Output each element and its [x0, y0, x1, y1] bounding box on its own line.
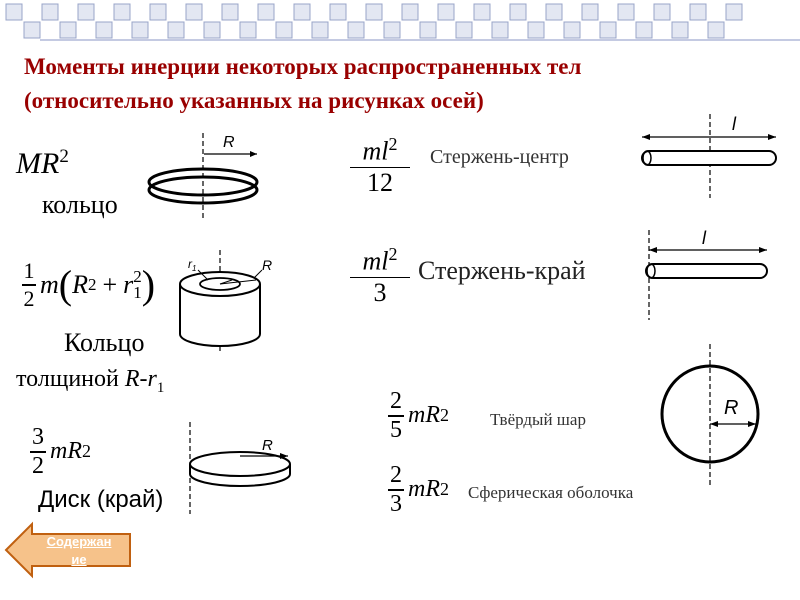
thick-ring-m: m — [40, 269, 59, 299]
ring-formula — [16, 146, 69, 181]
thick-ring-label-2-R: R — [124, 366, 140, 392]
shell-den: 3 — [390, 490, 402, 517]
decorative-squares — [0, 0, 800, 42]
ring-label: кольцо — [42, 190, 118, 219]
disk-mr: mR — [50, 438, 82, 465]
disk-label: Диск (край) — [38, 486, 164, 513]
rod-center-num: ml — [362, 136, 389, 166]
rod-center-num-exp: 2 — [388, 134, 398, 154]
rod-end-figure — [630, 226, 790, 322]
thick-ring-frac-den: 2 — [23, 285, 35, 311]
disk-figure — [178, 420, 298, 516]
ring-fig-label: R — [223, 134, 235, 151]
thick-ring-r-exp: 2 — [133, 266, 142, 286]
shell-label: Сферическая оболочка — [468, 483, 634, 502]
rod-center-den: 12 — [367, 168, 393, 198]
disk-den: 2 — [32, 452, 44, 479]
solid-sphere-num: 2 — [390, 388, 402, 414]
thick-ring-fig-r1: $r_1$ — [188, 257, 197, 273]
thick-ring-plus: + — [102, 269, 118, 299]
ring-figure — [140, 125, 270, 225]
solid-sphere-formula — [388, 388, 449, 444]
thick-ring-label-2 — [16, 366, 164, 397]
back-to-contents-button[interactable] — [4, 520, 134, 580]
title-line-2: (относительно указанных на рисунках осей) — [24, 88, 484, 113]
back-label-line-2[interactable]: ие — [71, 552, 87, 567]
shell-exp: 2 — [440, 479, 449, 500]
thick-ring-label-2-dash: - — [139, 366, 148, 392]
sphere-fig-label: R — [724, 397, 739, 419]
sphere-figure — [650, 340, 770, 490]
disk-exp: 2 — [82, 441, 91, 462]
ring-formula-base: MR — [16, 147, 60, 180]
solid-sphere-den: 5 — [390, 416, 402, 443]
rod-end-formula — [350, 244, 410, 308]
thick-ring-label-1: Кольцо — [64, 328, 145, 357]
back-label-line-1[interactable]: Содержан — [46, 534, 112, 549]
rod-center-figure — [630, 110, 790, 200]
ring-formula-exp: 2 — [59, 146, 69, 167]
disk-num: 3 — [32, 424, 44, 450]
page-title — [24, 50, 784, 118]
disk-fig-label: R — [262, 437, 273, 454]
thick-ring-label-2-r: r — [147, 366, 157, 392]
rod-end-num-exp: 2 — [388, 244, 398, 264]
solid-sphere-exp: 2 — [440, 405, 449, 426]
disk-formula — [30, 424, 91, 480]
rod-center-label: Стержень-центр — [430, 146, 569, 168]
thick-ring-r-sub: 1 — [133, 282, 142, 302]
solid-sphere-label: Твёрдый шар — [490, 410, 586, 429]
shell-num: 2 — [390, 462, 402, 488]
thick-ring-R: R — [72, 269, 88, 299]
rod-end-fig-label: l — [702, 228, 706, 248]
thick-ring-figure — [172, 248, 282, 356]
rod-end-label: Стержень-край — [418, 256, 586, 285]
back-to-contents-label[interactable] — [34, 533, 124, 569]
thick-ring-formula: 1 2 m ( R 2 + r 2 1 ) — [23, 258, 156, 311]
rod-end-num: ml — [362, 246, 389, 276]
rod-center-formula — [350, 134, 410, 198]
rod-end-den: 3 — [373, 278, 387, 308]
solid-sphere-mr: mR — [408, 402, 440, 429]
title-line-1: Моменты инерции некоторых распространенных тел — [24, 54, 582, 79]
thick-ring-label-2-sub: 1 — [156, 379, 165, 396]
thick-ring-frac-num: 1 — [23, 258, 35, 283]
shell-formula — [388, 462, 449, 518]
thick-ring-R-exp: 2 — [88, 274, 97, 294]
thick-ring-r: r — [123, 269, 134, 299]
thick-ring-fig-R: R — [262, 257, 273, 273]
rod-center-fig-label: l — [732, 114, 736, 134]
shell-mr: mR — [408, 476, 440, 503]
thick-ring-label-2-text: толщиной — [16, 366, 125, 392]
